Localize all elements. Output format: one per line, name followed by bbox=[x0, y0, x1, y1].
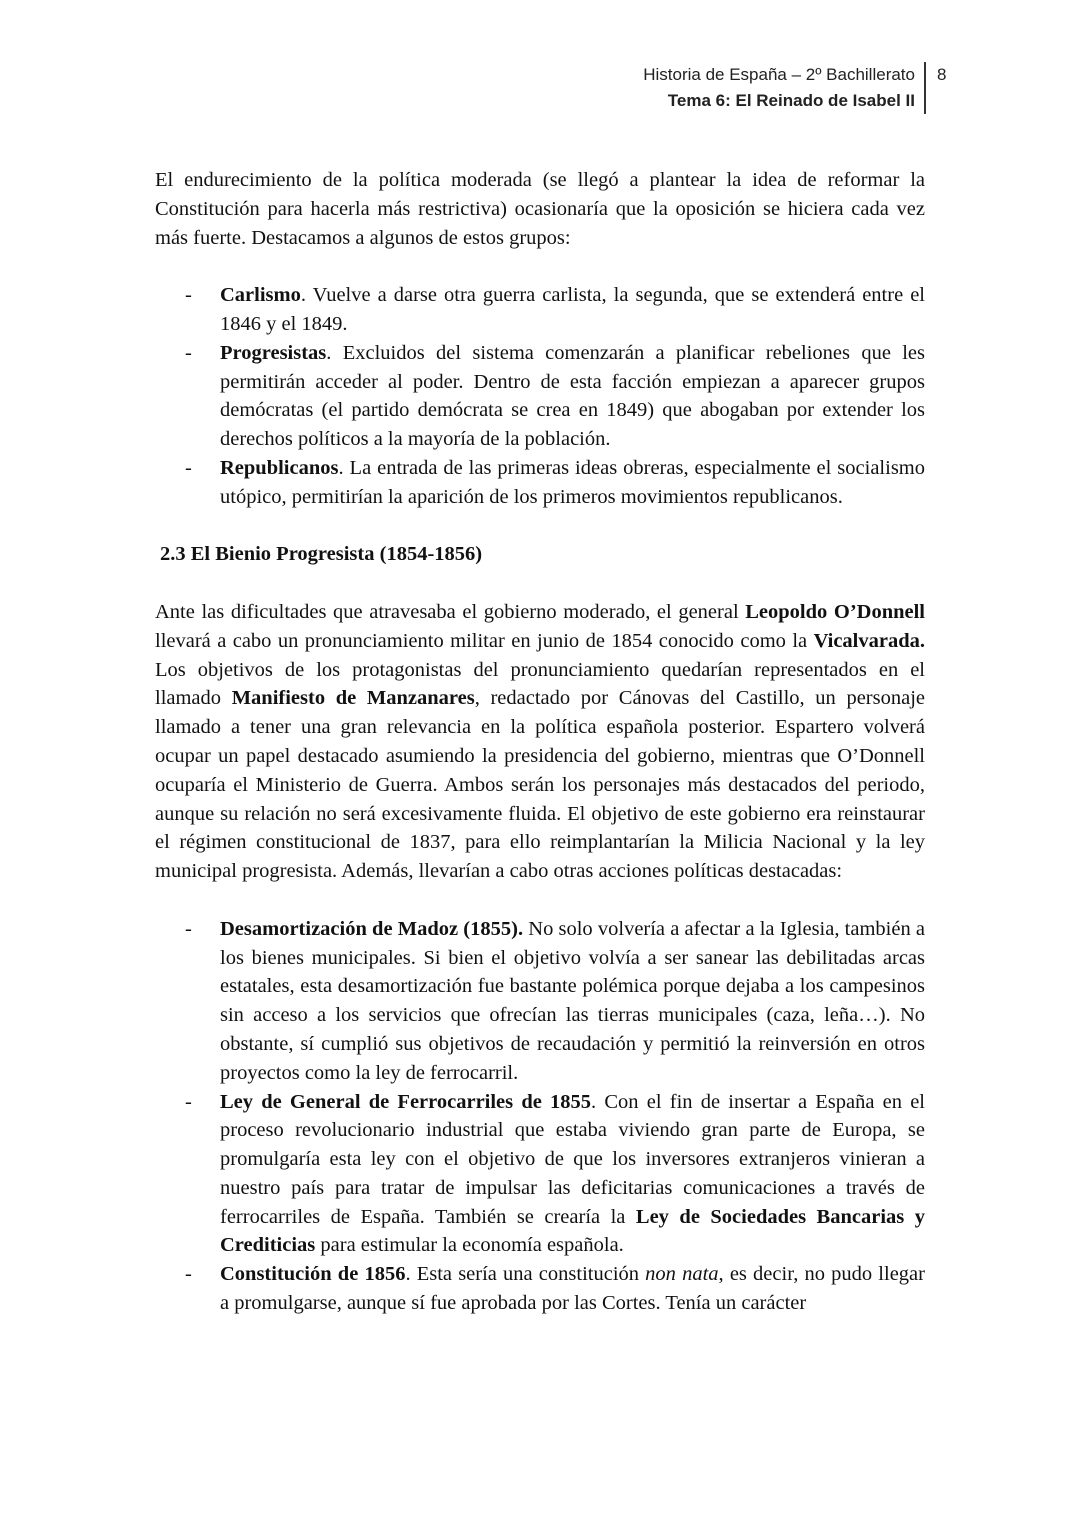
dash-bullet: - bbox=[185, 917, 192, 940]
dash-bullet: - bbox=[185, 341, 192, 364]
item-text: para estimular la economía española. bbox=[315, 1234, 624, 1257]
list-item bbox=[185, 281, 925, 339]
list-item bbox=[185, 915, 925, 1088]
item-text: , es decir, no pudo llegar a promulgarse, aunque sí fue aprobada por las Cortes. Tenía un carácter bbox=[220, 1263, 925, 1315]
item-text: . Esta sería una constitución bbox=[405, 1263, 646, 1286]
italic-term: non nata bbox=[645, 1263, 719, 1286]
header-unit-title: Tema 6: El Reinado de Isabel II bbox=[667, 91, 915, 110]
text-run: Los objetivos de los protagonistas del pronunciamiento quedarían representados en el llamado bbox=[155, 658, 925, 710]
item-text: . Vuelve a darse otra guerra carlista, la segunda, que se extenderá entre el 1846 y el 1849. bbox=[220, 284, 925, 335]
intro-paragraph: El endurecimiento de la política moderada (se llegó a plantear la idea de reformar la Constitución para hacerla más restrictiva) ocasionaría que la oposición se hiciera cada vez más fuerte. Destacamos a algunos de estos grupos: bbox=[155, 169, 925, 249]
opposition-list bbox=[155, 281, 925, 511]
item-term: Carlismo bbox=[220, 284, 301, 307]
header-course-title: Historia de España – 2º Bachillerato bbox=[643, 65, 915, 84]
bold-term: Leopoldo O’Donnell bbox=[745, 600, 925, 623]
bold-term: Manifiesto de Manzanares bbox=[231, 687, 475, 710]
item-text: No solo volvería a afectar a la Iglesia, también a los bienes municipales. Si bien el objetivo volvía a ser sanear las debilitadas arcas estatales, esta desamortización fue bastante polémica porque dejaba a los campesinos sin acceso a los servicios que ofrecían las tierras municipales (caza, leña…). No obstante, sí cumplió sus objetivos de recaudación y permitió la reinversión en otros proyectos como la ley de ferrocarril. bbox=[220, 917, 925, 1084]
actions-list bbox=[155, 915, 925, 1318]
item-term: Ley de General de Ferrocarriles de 1855 bbox=[220, 1090, 592, 1113]
item-term: Republicanos bbox=[220, 456, 339, 479]
list-item bbox=[185, 1088, 925, 1261]
item-term: Constitución de 1856 bbox=[220, 1263, 406, 1286]
bold-term: Vicalvarada. bbox=[813, 629, 925, 652]
dash-bullet: - bbox=[185, 284, 192, 307]
dash-bullet: - bbox=[185, 1263, 192, 1286]
spacer bbox=[155, 252, 925, 281]
item-term: Ley de Sociedades Bancarias y Crediticias bbox=[220, 1205, 925, 1257]
document-body bbox=[155, 166, 925, 1318]
list-item bbox=[185, 339, 925, 454]
item-text: . La entrada de las primeras ideas obreras, especialmente el socialismo utópico, permitirían la aparición de los primeros movimientos republicanos. bbox=[220, 456, 925, 508]
item-term: Progresistas bbox=[220, 341, 327, 364]
page-number: 8 bbox=[937, 65, 947, 84]
list-item bbox=[185, 454, 925, 512]
page-header bbox=[643, 62, 926, 114]
spacer bbox=[155, 512, 925, 541]
item-term: Desamortización de Madoz (1855). bbox=[220, 917, 524, 940]
spacer bbox=[155, 569, 925, 598]
item-text: . Excluidos del sistema comenzarán a planificar rebeliones que les permitirán acceder al poder. Dentro de esta facción empiezan a aparecer grupos demócratas (el partido demócrata se crea en 1849) que abogaban por extender los derechos políticos a la mayoría de la población. bbox=[220, 341, 925, 451]
text-run: Ante las dificultades que atravesaba el gobierno moderado, el general bbox=[155, 600, 746, 623]
spacer bbox=[155, 886, 925, 915]
dash-bullet: - bbox=[185, 1090, 192, 1113]
list-item bbox=[185, 1260, 925, 1318]
text-run: , redactado por Cánovas del Castillo, un personaje llamado a tener una gran relevancia en la política española posterior. Espartero volverá ocupar un papel destacado asumiendo la presidencia del gobierno, mientras que O’Donnell ocuparía el Ministerio de Guerra. Ambos serán los personajes más destacados del periodo, aunque su relación no será excesivamente fluida. El objetivo de este gobierno era reinstaurar el régimen constitucional de 1837, para ello reimplantarían la Milicia Nacional y la ley municipal progresista. Además, llevarían a cabo otras acciones políticas destacadas: bbox=[155, 687, 926, 883]
dash-bullet: - bbox=[185, 456, 192, 479]
item-text: . Con el fin de insertar a España en el proceso revolucionario industrial que estaba viviendo gran parte de Europa, se promulgaría esta ley con el objetivo de que los inversores extranjeros vinieran a nuestro país para tratar de impulsar las deficitarias comunicaciones a través de ferrocarriles de España. También se crearía la bbox=[220, 1090, 925, 1228]
text-run: llevará a cabo un pronunciamiento militar en junio de 1854 conocido como la bbox=[155, 629, 814, 652]
section-heading: 2.3 El Bienio Progresista (1854-1856) bbox=[160, 543, 483, 566]
bienio-paragraph bbox=[155, 598, 925, 886]
